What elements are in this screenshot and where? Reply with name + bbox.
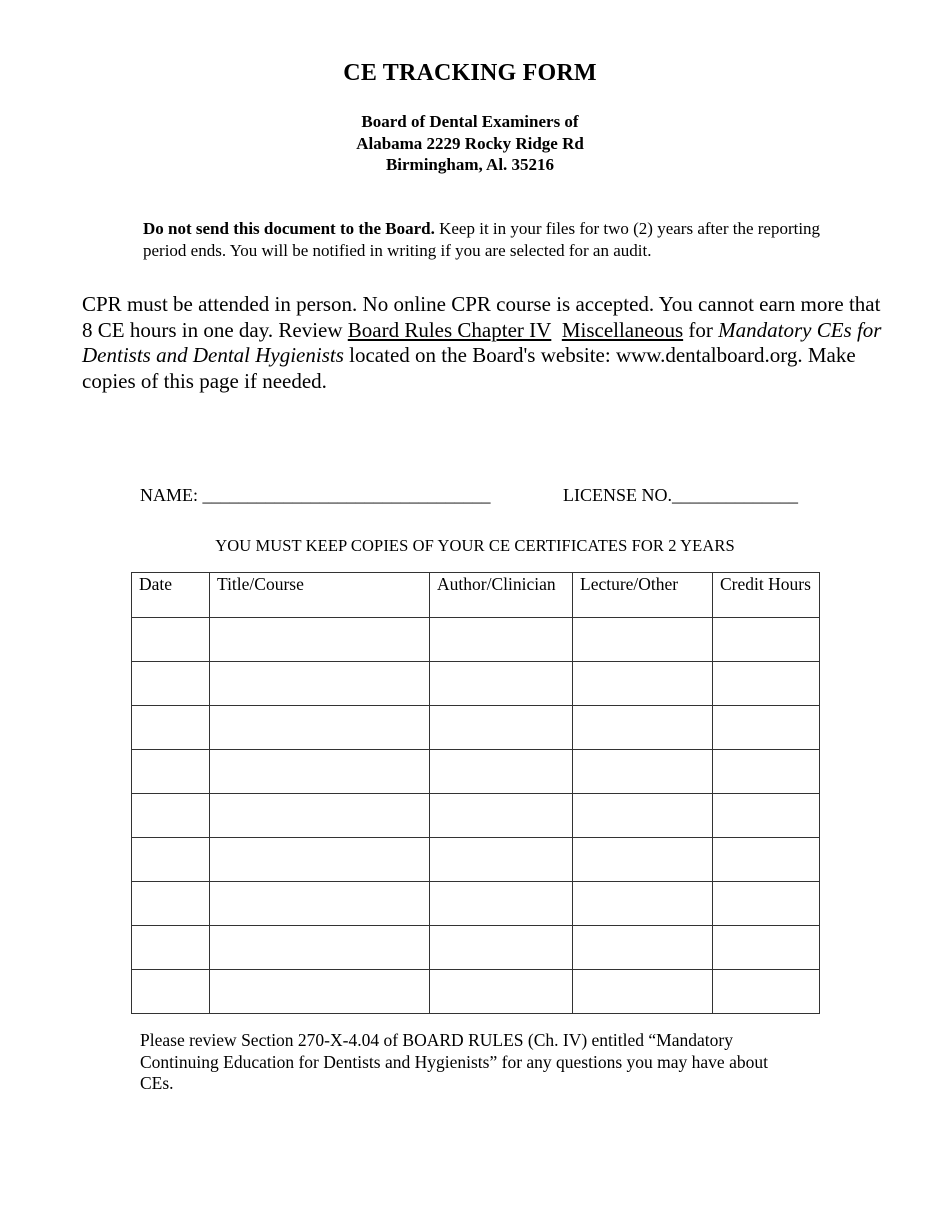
col-author-clinician: Author/Clinician [430, 573, 573, 618]
miscellaneous-link[interactable]: Miscellaneous [561, 317, 684, 342]
credit-hours-cell[interactable] [713, 750, 820, 794]
col-lecture-other: Lecture/Other [573, 573, 713, 618]
author-clinician-cell[interactable] [430, 662, 573, 706]
address-line-3: Birmingham, Al. 35216 [385, 155, 555, 174]
col-credit-hours: Credit Hours [713, 573, 820, 618]
form-title: CE TRACKING FORM [343, 60, 597, 86]
name-label: NAME: [140, 485, 198, 505]
date-cell[interactable] [132, 706, 210, 750]
date-cell[interactable] [132, 926, 210, 970]
author-clinician-cell[interactable] [430, 618, 573, 662]
author-clinician-cell[interactable] [430, 838, 573, 882]
credit-hours-cell[interactable] [713, 970, 820, 1014]
license-label: LICENSE NO. [563, 485, 672, 505]
author-clinician-cell[interactable] [430, 882, 573, 926]
table-row [132, 926, 820, 970]
board-rules-link[interactable]: Board Rules Chapter IV [347, 317, 552, 342]
title-course-cell[interactable] [210, 618, 430, 662]
license-field[interactable] [563, 485, 798, 506]
title-course-cell[interactable] [210, 970, 430, 1014]
author-clinician-cell[interactable] [430, 794, 573, 838]
license-blank[interactable]: ______________ [672, 485, 798, 505]
title-course-cell[interactable] [210, 882, 430, 926]
lecture-other-cell[interactable] [573, 970, 713, 1014]
table-row [132, 618, 820, 662]
table-body [132, 618, 820, 1014]
title-course-cell[interactable] [210, 838, 430, 882]
title-course-cell[interactable] [210, 750, 430, 794]
table-header-row [132, 573, 820, 618]
notice-text: Keep it in your files for two (2) years after the reporting period ends. You will be notified in writing if you are selected for an audit. [143, 219, 821, 260]
address-line-2: Alabama 2229 Rocky Ridge Rd [356, 133, 584, 153]
lecture-other-cell[interactable] [573, 618, 713, 662]
lecture-other-cell[interactable] [573, 882, 713, 926]
author-clinician-cell[interactable] [430, 750, 573, 794]
title-course-cell[interactable] [210, 794, 430, 838]
table-row [132, 750, 820, 794]
date-cell[interactable] [132, 750, 210, 794]
date-cell[interactable] [132, 970, 210, 1014]
keep-copies-notice: YOU MUST KEEP COPIES OF YOUR CE CERTIFICATES FOR 2 YEARS [215, 536, 735, 555]
table-row [132, 706, 820, 750]
credit-hours-cell[interactable] [713, 662, 820, 706]
mandatory-ces-title: Mandatory CEs for Dentists and Dental Hygienists [82, 317, 882, 367]
table-row [132, 838, 820, 882]
lecture-other-cell[interactable] [573, 750, 713, 794]
table-row [132, 970, 820, 1014]
author-clinician-cell[interactable] [430, 706, 573, 750]
lecture-other-cell[interactable] [573, 926, 713, 970]
table-row [132, 794, 820, 838]
lecture-other-cell[interactable] [573, 794, 713, 838]
notice-bold: Do not send this document to the Board. [143, 219, 435, 238]
footer-note: Please review Section 270-X-4.04 of BOARD RULES (Ch. IV) entitled “Mandatory Continuing Education for Dentists and Hygienists” for any questions you may have about CEs. [140, 1030, 768, 1093]
title-course-cell[interactable] [210, 706, 430, 750]
credit-hours-cell[interactable] [713, 926, 820, 970]
address-line-1: Board of Dental Examiners of [361, 112, 579, 131]
col-date: Date [132, 573, 210, 618]
credit-hours-cell[interactable] [713, 838, 820, 882]
cpr-text-1: CPR must be attended in person. No online CPR course is accepted. You cannot earn more that 8 CE hours in one day. Review [82, 292, 881, 342]
credit-hours-cell[interactable] [713, 794, 820, 838]
name-blank[interactable]: ________________________________ [202, 485, 491, 505]
date-cell[interactable] [132, 838, 210, 882]
col-title-course: Title/Course [210, 573, 430, 618]
cpr-instructions [82, 292, 882, 394]
cpr-text-3: located on the Board's website: www.dentalboard.org. Make copies of this page if needed. [82, 343, 856, 393]
lecture-other-cell[interactable] [573, 838, 713, 882]
date-cell[interactable] [132, 882, 210, 926]
credit-hours-cell[interactable] [713, 882, 820, 926]
name-field[interactable] [140, 485, 491, 506]
date-cell[interactable] [132, 794, 210, 838]
lecture-other-cell[interactable] [573, 662, 713, 706]
retention-notice [143, 218, 833, 262]
board-address [0, 111, 940, 176]
ce-table [131, 572, 820, 1014]
credit-hours-cell[interactable] [713, 706, 820, 750]
date-cell[interactable] [132, 618, 210, 662]
author-clinician-cell[interactable] [430, 926, 573, 970]
title-course-cell[interactable] [210, 662, 430, 706]
table-row [132, 882, 820, 926]
table-row [132, 662, 820, 706]
title-course-cell[interactable] [210, 926, 430, 970]
date-cell[interactable] [132, 662, 210, 706]
cpr-text-2: for [688, 317, 713, 342]
credit-hours-cell[interactable] [713, 618, 820, 662]
lecture-other-cell[interactable] [573, 706, 713, 750]
author-clinician-cell[interactable] [430, 970, 573, 1014]
